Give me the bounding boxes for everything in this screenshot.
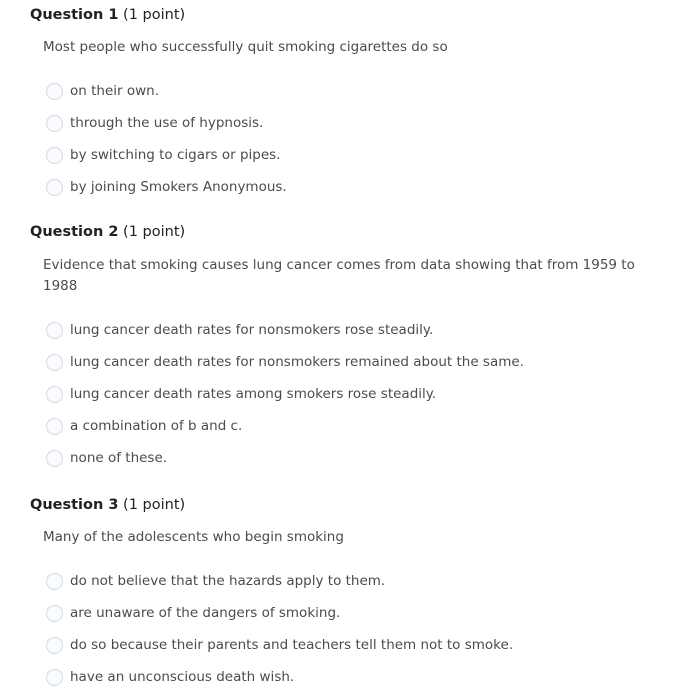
- answer-label: do not believe that the hazards apply to them.: [70, 573, 386, 589]
- question-text: Most people who successfully quit smoking cigarettes do so: [43, 39, 448, 55]
- question-points: (1 point): [123, 7, 186, 23]
- radio-button[interactable]: [46, 669, 63, 686]
- radio-button[interactable]: [46, 147, 63, 164]
- radio-button[interactable]: [46, 573, 63, 590]
- question-text: Evidence that smoking causes lung cancer comes from data showing that from 1959 to 1988: [43, 257, 635, 294]
- answer-label: by joining Smokers Anonymous.: [70, 179, 287, 195]
- question-header: [30, 7, 185, 23]
- radio-button[interactable]: [46, 637, 63, 654]
- answer-option[interactable]: [46, 176, 287, 198]
- answer-option[interactable]: [46, 351, 524, 373]
- question-points: (1 point): [123, 224, 186, 240]
- answer-label: through the use of hypnosis.: [70, 115, 264, 131]
- question-number: Question 3: [30, 497, 119, 513]
- answer-option[interactable]: [46, 634, 513, 656]
- radio-button[interactable]: [46, 354, 63, 371]
- answer-option[interactable]: [46, 447, 167, 469]
- radio-button[interactable]: [46, 418, 63, 435]
- radio-button[interactable]: [46, 605, 63, 622]
- radio-button[interactable]: [46, 386, 63, 403]
- radio-button[interactable]: [46, 450, 63, 467]
- answer-option[interactable]: [46, 570, 385, 592]
- answer-option[interactable]: [46, 319, 433, 341]
- answer-option[interactable]: [46, 112, 263, 134]
- answer-label: have an unconscious death wish.: [70, 669, 295, 685]
- answer-option[interactable]: [46, 602, 340, 624]
- answer-option[interactable]: [46, 144, 280, 166]
- answer-label: by switching to cigars or pipes.: [70, 147, 281, 163]
- question-header: [30, 497, 185, 513]
- question-text: Many of the adolescents who begin smoking: [43, 529, 344, 545]
- answer-label: a combination of b and c.: [70, 418, 243, 434]
- question-number: Question 1: [30, 7, 119, 23]
- answer-option[interactable]: [46, 80, 159, 102]
- answer-label: lung cancer death rates for nonsmokers rose steadily.: [70, 322, 434, 338]
- answer-option[interactable]: [46, 383, 436, 405]
- radio-button[interactable]: [46, 179, 63, 196]
- answer-label: are unaware of the dangers of smoking.: [70, 605, 341, 621]
- answer-label: none of these.: [70, 450, 168, 466]
- answer-option[interactable]: [46, 415, 242, 437]
- answer-label: lung cancer death rates for nonsmokers remained about the same.: [70, 354, 524, 370]
- answer-option[interactable]: [46, 666, 294, 688]
- radio-button[interactable]: [46, 115, 63, 132]
- answer-label: on their own.: [70, 83, 160, 99]
- question-points: (1 point): [123, 497, 186, 513]
- answer-label: lung cancer death rates among smokers rose steadily.: [70, 386, 437, 402]
- question-number: Question 2: [30, 224, 119, 240]
- answer-label: do so because their parents and teachers tell them not to smoke.: [70, 637, 514, 653]
- radio-button[interactable]: [46, 322, 63, 339]
- question-header: [30, 224, 185, 240]
- radio-button[interactable]: [46, 83, 63, 100]
